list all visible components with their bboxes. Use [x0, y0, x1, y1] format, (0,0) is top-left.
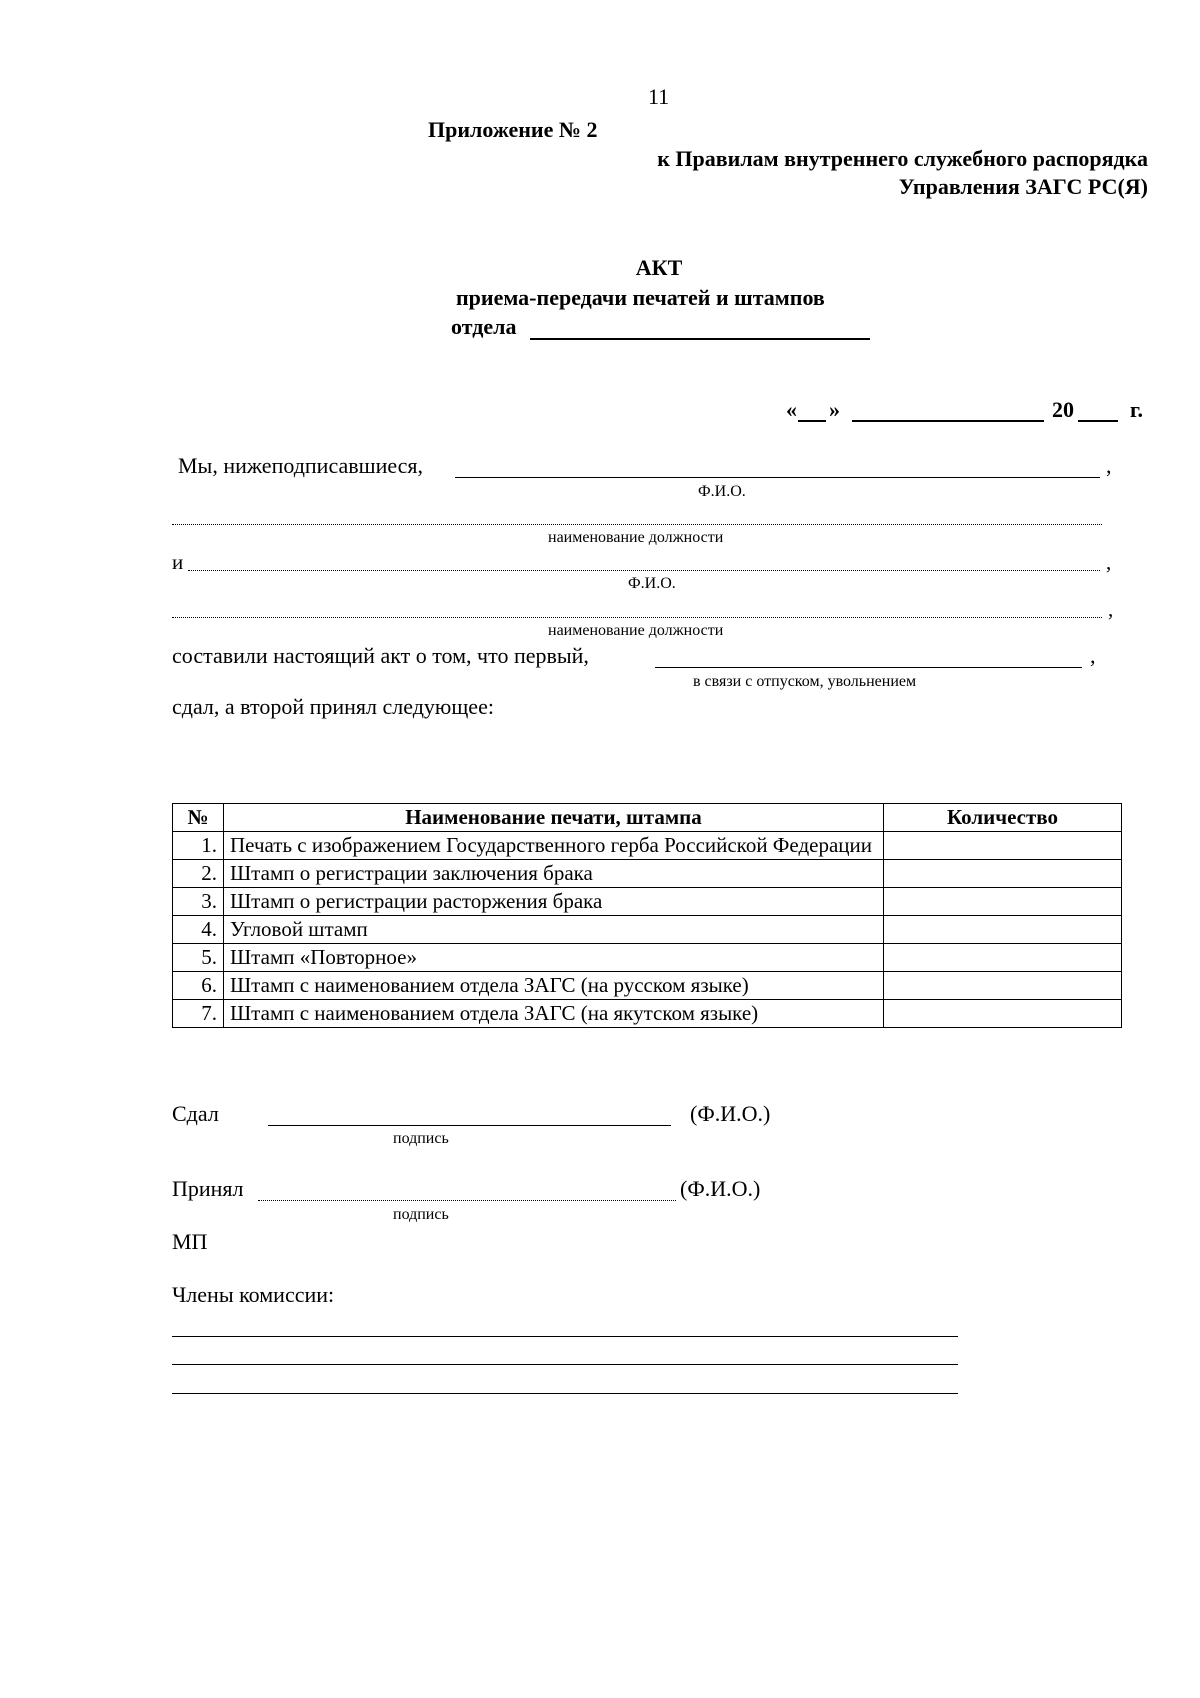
page-number: 11	[648, 84, 670, 109]
table-row	[173, 972, 1122, 1000]
row-quantity[interactable]	[884, 888, 1122, 916]
comma: ,	[1108, 597, 1114, 621]
and-text: и	[172, 550, 184, 574]
reason-hint: в связи с отпуском, увольнением	[693, 673, 917, 690]
row-number: 1.	[173, 832, 224, 860]
row-name: Штамп «Повторное»	[224, 944, 884, 972]
table-row	[173, 860, 1122, 888]
row-quantity[interactable]	[884, 972, 1122, 1000]
date-year-field[interactable]	[1078, 420, 1118, 422]
commission-label: Члены комиссии:	[172, 1282, 335, 1307]
department-label: отдела	[451, 314, 517, 339]
first-person-fio-field[interactable]	[455, 477, 1100, 478]
table-row	[173, 1000, 1122, 1028]
accepted-by-label: Принял	[172, 1176, 244, 1201]
row-number: 7.	[173, 1000, 224, 1028]
row-number: 5.	[173, 944, 224, 972]
handed-text: сдал, а второй принял следующее:	[172, 694, 494, 719]
position-hint: наименование должности	[548, 622, 724, 639]
row-quantity[interactable]	[884, 860, 1122, 888]
commission-member-field-3[interactable]	[172, 1393, 958, 1394]
comma: ,	[1106, 550, 1112, 574]
appendix-office: Управления ЗАГС РС(Я)	[898, 174, 1148, 199]
fio-hint: Ф.И.О.	[628, 575, 676, 592]
commission-member-field-2[interactable]	[172, 1364, 958, 1365]
signature-hint: подпись	[393, 1130, 449, 1147]
date-year-suffix: г.	[1130, 397, 1144, 422]
row-name: Штамп о регистрации расторжения брака	[224, 888, 884, 916]
date-year-prefix: 20	[1052, 397, 1074, 422]
department-field[interactable]	[530, 338, 870, 340]
header-number: №	[173, 804, 224, 832]
row-name: Штамп с наименованием отдела ЗАГС (на русском языке)	[224, 972, 884, 1000]
we-signed-text: Мы, нижеподписавшиеся,	[178, 453, 424, 478]
row-quantity[interactable]	[884, 916, 1122, 944]
reason-field[interactable]	[655, 667, 1082, 668]
fio-hint: Ф.И.О.	[698, 483, 746, 500]
date-open-quote: «	[786, 397, 797, 422]
header-quantity: Количество	[884, 804, 1122, 832]
row-name: Штамп о регистрации заключения брака	[224, 860, 884, 888]
table-row	[173, 944, 1122, 972]
row-name: Угловой штамп	[224, 916, 884, 944]
row-quantity[interactable]	[884, 1000, 1122, 1028]
handed-by-fio: (Ф.И.О.)	[690, 1101, 771, 1126]
table-header-row	[173, 804, 1122, 832]
stamp-place-label: МП	[172, 1229, 208, 1254]
second-person-position-field[interactable]	[172, 617, 1102, 618]
date-close-quote: »	[829, 397, 840, 422]
row-number: 2.	[173, 860, 224, 888]
table-row	[173, 916, 1122, 944]
date-day-field[interactable]	[798, 420, 826, 422]
comma: ,	[1106, 453, 1112, 478]
row-quantity[interactable]	[884, 832, 1122, 860]
accepted-by-fio: (Ф.И.О.)	[680, 1176, 761, 1201]
doc-subtitle: приема-передачи печатей и штампов	[456, 285, 825, 310]
handed-by-label: Сдал	[172, 1101, 219, 1126]
position-hint: наименование должности	[548, 529, 724, 546]
header-name: Наименование печати, штампа	[224, 804, 884, 832]
row-number: 4.	[173, 916, 224, 944]
seals-table	[172, 803, 1122, 1028]
row-quantity[interactable]	[884, 944, 1122, 972]
row-name: Штамп с наименованием отдела ЗАГС (на якутском языке)	[224, 1000, 884, 1028]
appendix-rules: к Правилам внутреннего служебного распорядка	[657, 146, 1148, 171]
doc-title: АКТ	[635, 255, 683, 280]
row-number: 6.	[173, 972, 224, 1000]
first-person-position-field[interactable]	[172, 524, 1102, 525]
handed-by-signature-field[interactable]	[268, 1125, 671, 1126]
appendix-number: Приложение № 2	[428, 117, 598, 142]
signature-hint: подпись	[393, 1206, 449, 1223]
table-row	[173, 832, 1122, 860]
second-person-fio-field[interactable]	[188, 570, 1100, 571]
date-month-field[interactable]	[852, 420, 1044, 422]
composed-text: составили настоящий акт о том, что первый,	[172, 643, 589, 668]
accepted-by-signature-field[interactable]	[258, 1200, 676, 1201]
row-number: 3.	[173, 888, 224, 916]
comma: ,	[1090, 643, 1096, 668]
commission-member-field-1[interactable]	[172, 1336, 958, 1337]
table-row	[173, 888, 1122, 916]
row-name: Печать с изображением Государственного герба Российской Федерации	[224, 832, 884, 860]
